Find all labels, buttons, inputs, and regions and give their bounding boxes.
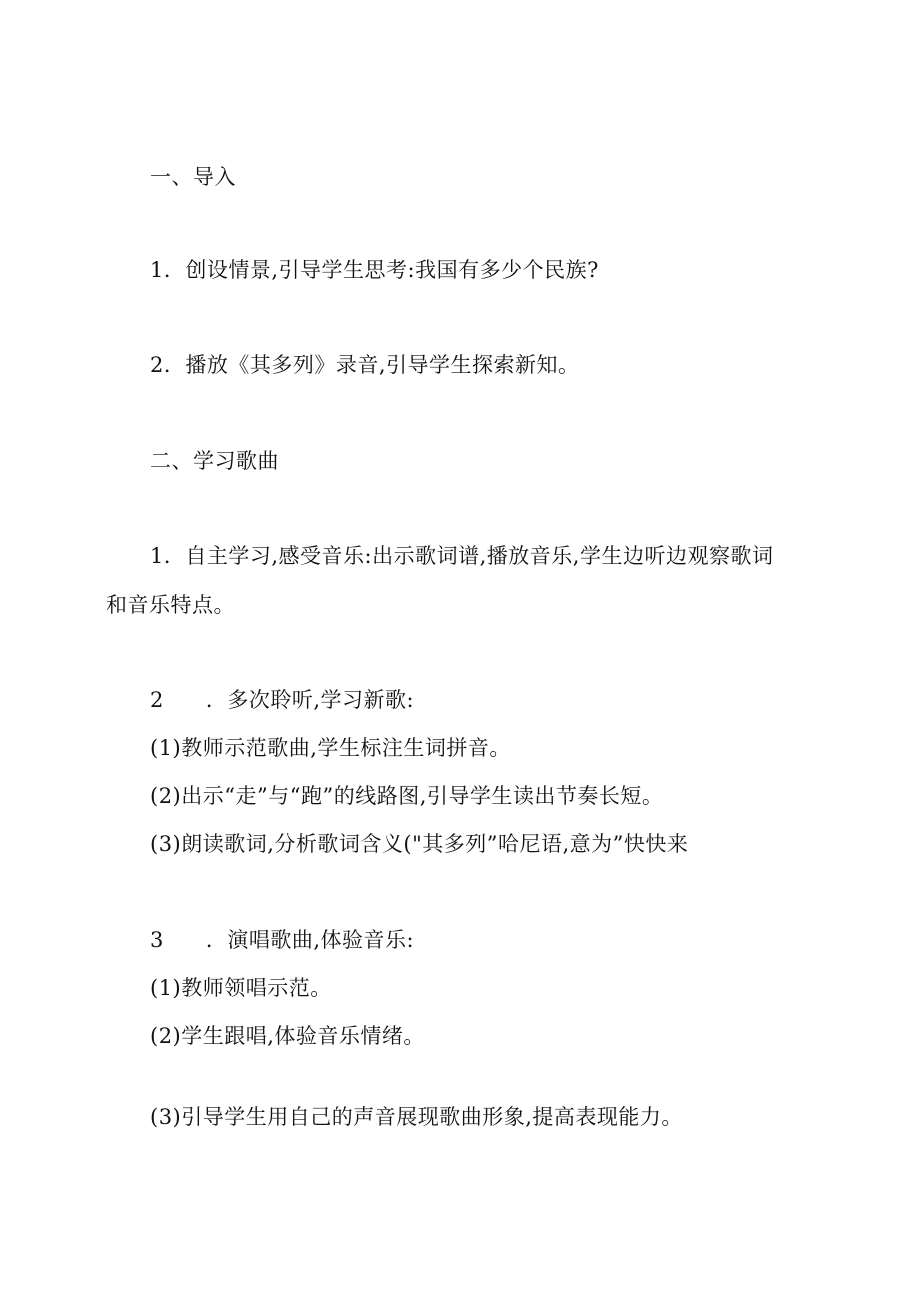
intro-item-1: 1．创设情景,引导学生思考:我国有多少个民族? bbox=[150, 258, 599, 282]
learn-item-3-text: ．演唱歌曲,体验音乐: bbox=[205, 928, 415, 952]
learn-item-3-sub-1: (1)教师领唱示范。 bbox=[150, 976, 332, 1000]
learn-item-1-line-1: 1．自主学习,感受音乐:出示歌词谱,播放音乐,学生边听边观察歌词 bbox=[150, 544, 774, 568]
learn-item-1-line-2: 和音乐特点。 bbox=[106, 593, 235, 617]
learn-item-2 bbox=[150, 690, 414, 711]
intro-item-2: 2．播放《其多列》录音,引导学生探索新知。 bbox=[150, 353, 580, 377]
section-heading-learn-song: 二、学习歌曲 bbox=[150, 449, 279, 473]
learn-item-2-text: ．多次聆听,学习新歌: bbox=[205, 688, 415, 712]
learn-item-3-sub-3: (3)引导学生用自己的声音展现歌曲形象,提高表现能力。 bbox=[150, 1105, 683, 1129]
learn-item-2-sub-2: (2)出示“走”与“跑”的线路图,引导学生读出节奏长短。 bbox=[150, 784, 664, 808]
learn-item-2-number: 2 bbox=[150, 688, 164, 712]
learn-item-2-sub-3: (3)朗读歌词,分析歌词含义("其多列”哈尼语,意为”快快来 bbox=[150, 832, 689, 856]
learn-item-3 bbox=[150, 930, 414, 951]
learn-item-3-number: 3 bbox=[150, 928, 164, 952]
learn-item-3-sub-2: (2)学生跟唱,体验音乐情绪。 bbox=[150, 1024, 425, 1048]
learn-item-2-sub-1: (1)教师示范歌曲,学生标注生词拼音。 bbox=[150, 736, 511, 760]
section-heading-intro: 一、导入 bbox=[150, 165, 236, 189]
